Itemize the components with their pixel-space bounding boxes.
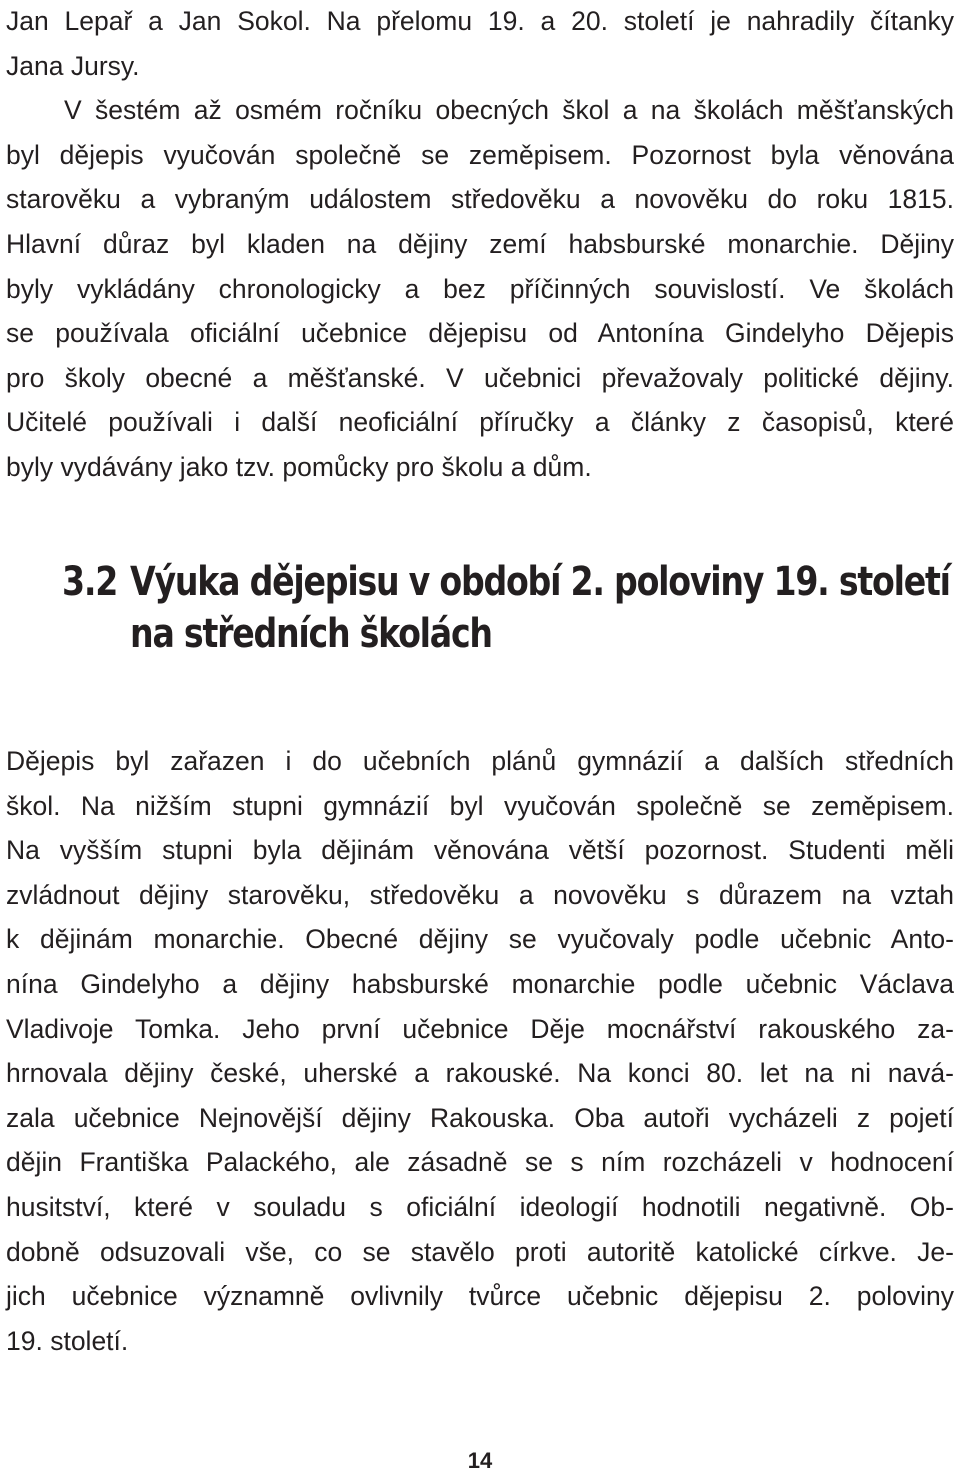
text-line: Jan Lepař a Jan Sokol. Na přelomu 19. a 20. století je nahradily čítanky [6,6,954,36]
text-line: byly vykládány chronologicky a bez příčinných souvislostí. Ve školách [6,273,954,304]
text-line: Vladivoje Tomka. Jeho první učebnice Děje mocnářství rakouského za- [6,1013,954,1044]
text-line: starověku a vybraným událostem středověku a novověku do roku 1815. [6,184,954,215]
text-line: V šestém až osmém ročníku obecných škol a na školách měšťanských [64,95,954,126]
text-line: Na vyšším stupni byla dějinám věnována větší pozornost. Studenti měli [6,835,954,866]
paragraph-intro [6,0,954,490]
section-number: 3.2 [62,559,118,605]
text-line: jich učebnice významně ovlivnily tvůrce učebnic dějepisu 2. poloviny [6,1281,954,1312]
text-line: Jana Jursy. [6,50,140,81]
text-line: dějin Františka Palackého, ale zásadně se s ním rozcházeli v hodnocení [6,1147,954,1178]
text-line: husitství, které v souladu s oficiální ideologií hodnotili negativně. Ob- [6,1191,954,1222]
text-line: škol. Na nižším stupni gymnázií byl vyučován společně se zeměpisem. [6,790,954,821]
text-line: nína Gindelyho a dějiny habsburské monarchie podle učebnic Václava [6,968,954,999]
text-line: dobně odsuzovali vše, co se stavělo proti autoritě katolické církve. Je- [6,1236,954,1267]
text-line: zvládnout dějiny starověku, středověku a novověku s důrazem na vztah [6,879,954,910]
section-title-line-2: na středních školách [130,611,492,657]
text-line: Hlavní důraz byl kladen na dějiny zemí habsburské monarchie. Dějiny [6,228,954,259]
text-line: 19. století. [6,1325,129,1356]
text-line: zala učebnice Nejnovější dějiny Rakouska. Oba autoři vycházeli z pojetí [6,1102,954,1133]
text-line: Dějepis byl zařazen i do učebních plánů gymnázií a dalších středních [6,746,954,776]
text-line: byl dějepis vyučován společně se zeměpisem. Pozornost byla věnována [6,139,954,170]
page-number: 14 [467,1448,493,1473]
text-line: byly vydávány jako tzv. pomůcky pro školu a dům. [6,451,592,482]
text-line: se používala oficiální učebnice dějepisu od Antonína Gindelyho Dějepis [6,318,954,349]
text-line: pro školy obecné a měšťanské. V učebnici převažovaly politické dějiny. [6,362,954,393]
paragraph-section [6,739,954,1363]
text-line: Učitelé používali i další neoficiální příručky a články z časopisů, které [6,407,954,438]
section-title-line-1: Výuka dějepisu v období 2. poloviny 19. století [130,559,950,605]
text-line: hrnovala dějiny české, uherské a rakouské. Na konci 80. let na ni navá- [6,1058,954,1089]
section-heading [62,556,950,660]
text-line: k dějinám monarchie. Obecné dějiny se vyučovaly podle učebnic Anto- [6,924,954,955]
